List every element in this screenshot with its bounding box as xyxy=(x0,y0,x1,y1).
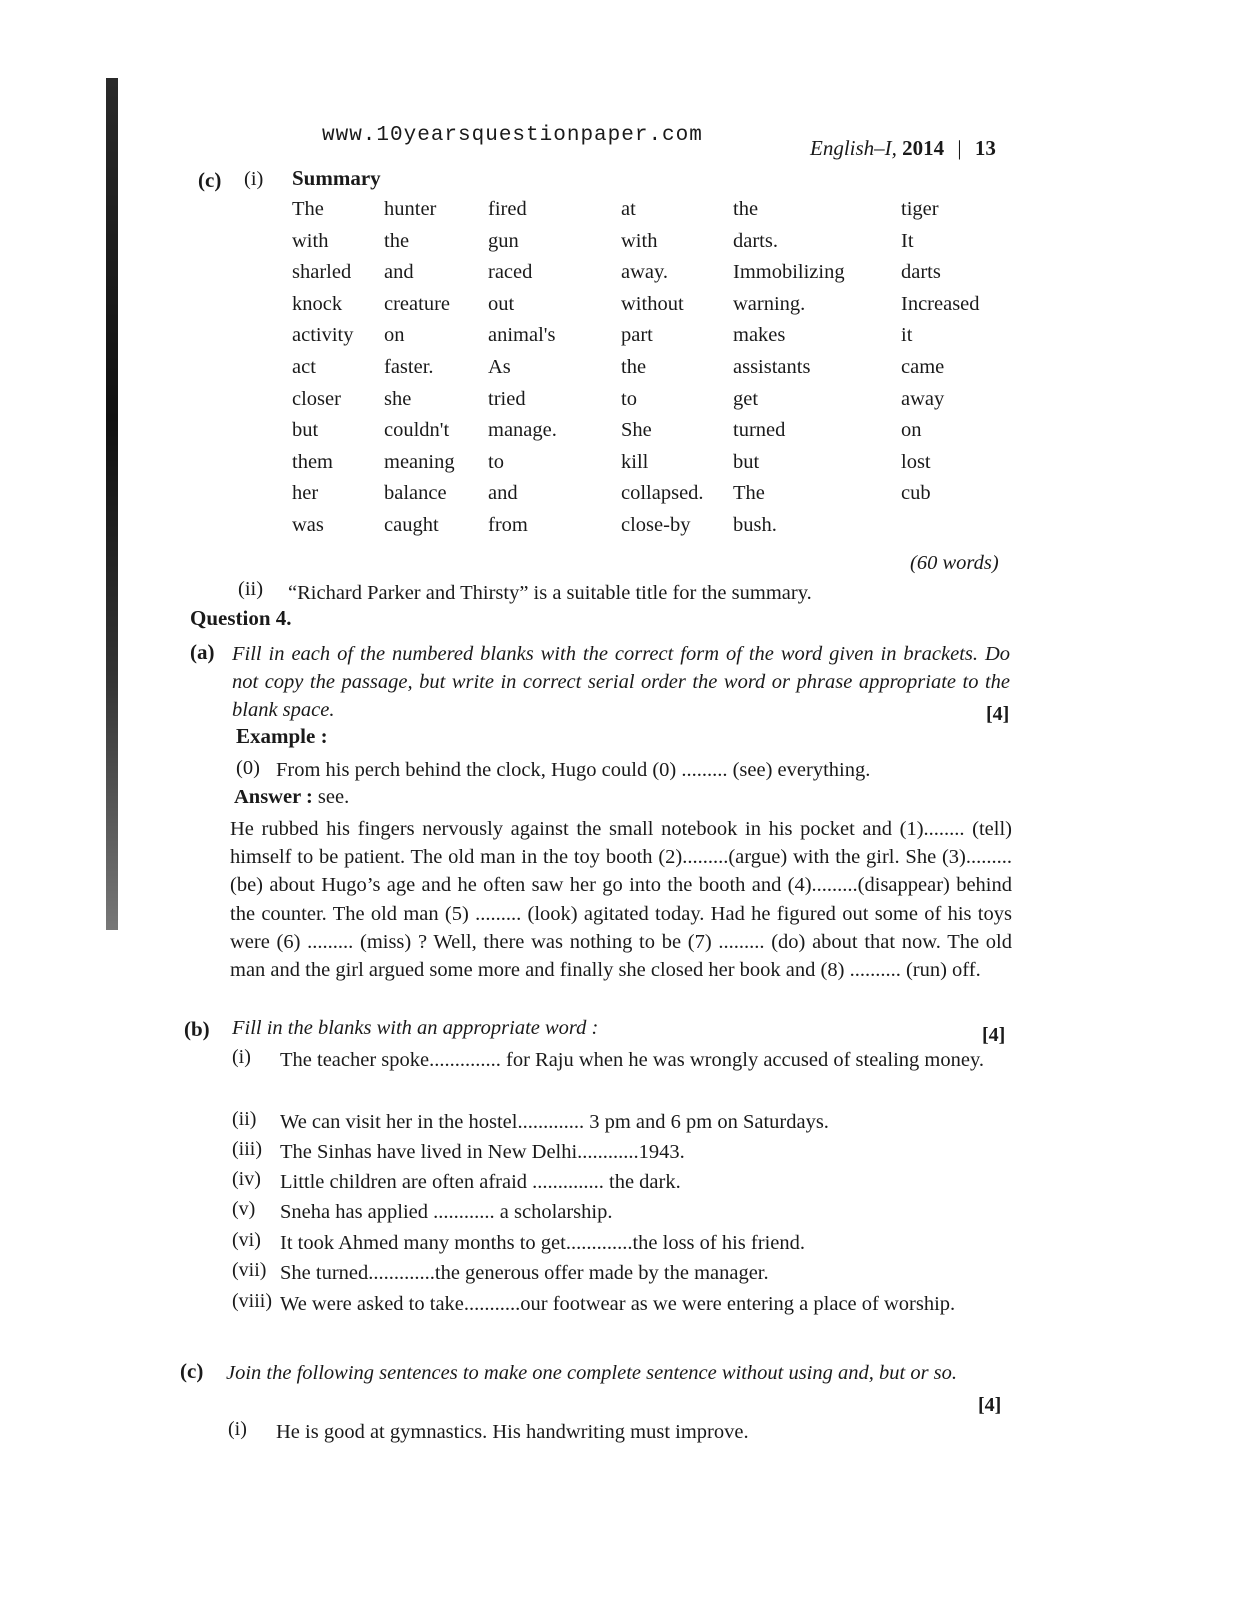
word-count: (60 words) xyxy=(910,552,999,574)
summary-word: tried xyxy=(488,387,526,410)
summary-word: to xyxy=(621,387,637,410)
q4b-item-number: (iv) xyxy=(232,1168,261,1190)
summary-word: turned xyxy=(733,419,786,442)
question-4-heading: Question 4. xyxy=(190,606,292,630)
summary-word: but xyxy=(292,419,319,442)
summary-word: she xyxy=(384,387,412,410)
summary-word: couldn't xyxy=(384,419,450,442)
q4b-item-number: (v) xyxy=(232,1198,256,1220)
summary-word: caught xyxy=(384,513,439,536)
summary-word: part xyxy=(621,324,653,347)
summary-word: darts. xyxy=(733,229,778,252)
q4b-item-text: The teacher spoke.............. for Raju when he was wrongly accused of stealing money. xyxy=(280,1049,984,1071)
summary-word: manage. xyxy=(488,419,557,442)
q4c-instruction: Join the following sentences to make one complete sentence without using and, but or so. xyxy=(226,1362,958,1384)
summary-word: away. xyxy=(621,261,669,284)
sub-i-label: (i) xyxy=(244,168,264,190)
summary-word: Increased xyxy=(901,292,980,315)
summary-word: knock xyxy=(292,292,343,315)
q4b-item-number: (vii) xyxy=(232,1259,267,1281)
q4a-marks: [4] xyxy=(986,703,1010,725)
q4a-instruction: Fill in each of the numbered blanks with the correct form of the word given in brackets. Do not copy the passage, but write in correct serial order the word or phrase appropriate to the blank space. xyxy=(232,643,1010,721)
summary-word xyxy=(901,514,1004,546)
answer-line xyxy=(234,786,349,809)
summary-word: closer xyxy=(292,387,341,410)
summary-word: act xyxy=(292,355,316,378)
summary-word: at xyxy=(621,198,636,220)
q4b-item-number: (iii) xyxy=(232,1138,262,1160)
summary-word: and xyxy=(488,482,518,505)
summary-word: faster. xyxy=(384,355,434,378)
summary-word: sharled xyxy=(292,261,352,284)
q4b-item-text: Little children are often afraid .............. the dark. xyxy=(280,1171,681,1193)
summary-word: kill xyxy=(621,450,649,473)
summary-word: fired xyxy=(488,198,527,220)
scan-edge-bar xyxy=(106,78,118,930)
example-number: (0) xyxy=(236,757,260,779)
summary-word: came xyxy=(901,355,945,378)
summary-word: activity xyxy=(292,324,354,347)
summary-word: with xyxy=(292,229,329,252)
summary-word: with xyxy=(621,229,658,252)
summary-word: As xyxy=(488,355,511,378)
summary-word: The xyxy=(292,198,324,220)
summary-word: her xyxy=(292,482,319,505)
summary-word: get xyxy=(733,387,759,410)
q4c-item-text: He is good at gymnastics. His handwriting must improve. xyxy=(276,1421,749,1443)
q4b-item-text: Sneha has applied ............ a scholarship. xyxy=(280,1201,613,1223)
q4a-passage: He rubbed his fingers nervously against the small notebook in his pocket and (1)........ (tell) himself to be patient. The old man in the toy booth (2).........(argue) with the girl. She (3).........(be) about Hugo’s age and he often saw her go into the booth and (4).........(disappear) behind the counter. The old man (5) ......... (look) agitated today. Had he figured out some of his toys were (6) ......... (miss) ? Well, there was nothing to be (7) ......... (do) about that now. The old man and the girl argued some more and finally she closed her book and (8) .......... (run) off. xyxy=(230,818,1012,982)
q4c-marks: [4] xyxy=(978,1394,1002,1416)
summary-word: lost xyxy=(901,450,931,473)
answer-label: Answer : xyxy=(234,786,313,808)
summary-word: makes xyxy=(733,324,786,347)
answer-text: see. xyxy=(317,786,350,808)
q4c-label: (c) xyxy=(180,1359,204,1383)
summary-word: creature xyxy=(384,292,450,315)
summary-heading: Summary xyxy=(292,166,381,190)
summary-word: balance xyxy=(384,482,447,505)
q4b-item-number: (ii) xyxy=(232,1108,257,1130)
summary-word: from xyxy=(488,513,528,536)
summary-word: the xyxy=(621,355,647,378)
header-separator: | xyxy=(957,136,962,160)
q4c-item-number: (i) xyxy=(228,1418,247,1440)
summary-word: Immobilizing xyxy=(733,261,845,284)
summary-word: The xyxy=(733,482,765,505)
summary-word: bush. xyxy=(733,513,777,536)
exam-year: 2014 xyxy=(902,136,945,160)
summary-word: but xyxy=(733,450,760,473)
summary-word: to xyxy=(488,450,504,473)
summary-word: cub xyxy=(901,482,931,505)
summary-word: collapsed. xyxy=(621,482,704,505)
q4b-item-number: (viii) xyxy=(232,1290,272,1312)
q4a-label: (a) xyxy=(190,640,215,664)
summary-word: darts xyxy=(901,261,941,284)
summary-word: without xyxy=(621,292,684,315)
summary-word: was xyxy=(292,513,324,536)
sub-ii-text: “Richard Parker and Thirsty” is a suitable title for the summary. xyxy=(288,582,812,604)
summary-word: and xyxy=(384,261,414,284)
summary-word: assistants xyxy=(733,355,811,378)
summary-word: tiger xyxy=(901,198,939,220)
summary-word: animal's xyxy=(488,324,556,347)
summary-word: close-by xyxy=(621,513,691,536)
q4b-instruction: Fill in the blanks with an appropriate word : xyxy=(232,1017,599,1039)
summary-word: She xyxy=(621,419,652,442)
summary-word: the xyxy=(733,198,759,220)
summary-word: them xyxy=(292,450,333,473)
summary-word: the xyxy=(384,229,410,252)
summary-word: It xyxy=(901,229,914,252)
q4b-label: (b) xyxy=(184,1017,210,1041)
q4b-item-text: The Sinhas have lived in New Delhi............1943. xyxy=(280,1141,685,1163)
summary-word: warning. xyxy=(733,292,806,315)
sub-ii-label: (ii) xyxy=(238,578,264,600)
summary-word: raced xyxy=(488,261,533,284)
q4b-item-number: (i) xyxy=(232,1046,251,1068)
q4b-item-text: We were asked to take...........our footwear as we were entering a place of worship. xyxy=(280,1293,956,1315)
summary-word: meaning xyxy=(384,450,455,473)
summary-word: away xyxy=(901,387,945,410)
q4b-item-text: We can visit her in the hostel............. 3 pm and 6 pm on Saturdays. xyxy=(280,1111,829,1133)
summary-word-grid xyxy=(292,198,1004,546)
subject-title: English–I, xyxy=(810,136,897,160)
example-heading: Example : xyxy=(236,724,328,748)
page-number: 13 xyxy=(974,136,996,160)
running-header xyxy=(810,136,996,161)
summary-word: out xyxy=(488,292,515,315)
part-c-label: (c) xyxy=(198,168,222,192)
q4b-item-text: It took Ahmed many months to get.............the loss of his friend. xyxy=(280,1232,805,1254)
q4b-item-number: (vi) xyxy=(232,1229,261,1251)
summary-word: it xyxy=(901,324,913,347)
summary-word: on xyxy=(384,324,405,347)
summary-word: on xyxy=(901,419,922,442)
website-watermark: www.10yearsquestionpaper.com xyxy=(322,124,703,147)
summary-word: gun xyxy=(488,229,519,252)
summary-word: hunter xyxy=(384,198,437,220)
q4b-item-text: She turned.............the generous offer made by the manager. xyxy=(280,1262,769,1284)
example-text: From his perch behind the clock, Hugo could (0) ......... (see) everything. xyxy=(276,759,871,781)
q4b-marks: [4] xyxy=(982,1024,1006,1046)
